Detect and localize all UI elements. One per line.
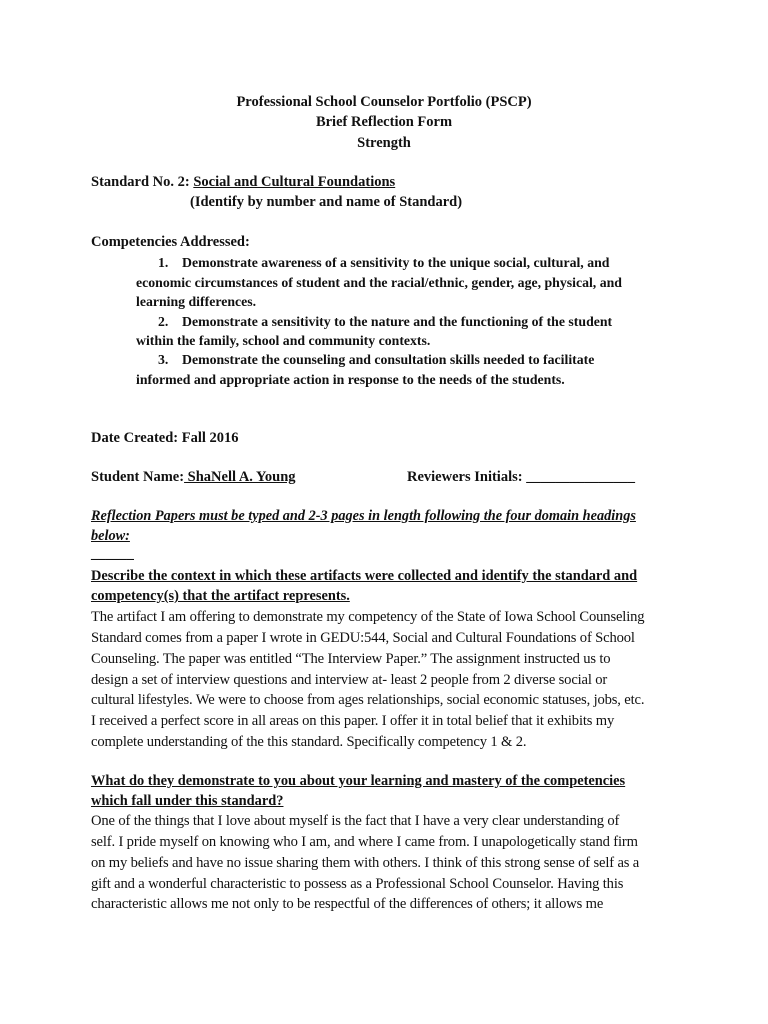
date-value: Fall 2016 bbox=[181, 430, 239, 446]
competency-2-line-1: 2. Demonstrate a sensitivity to the nature and the functioning of the student bbox=[158, 314, 613, 329]
competency-2-line-2: within the family, school and community contexts. bbox=[136, 333, 431, 348]
section-1-body-line-6: I received a perfect score in all areas on this paper. I offer it in total belief that it exhibits my bbox=[91, 713, 615, 729]
competency-3-number: 3. bbox=[158, 352, 169, 367]
section-1-body-line-4: design a set of interview questions and interview at- least 2 people from 2 diverse social or bbox=[91, 672, 608, 688]
competency-1-number: 1. bbox=[158, 255, 169, 270]
standard-line bbox=[91, 174, 395, 191]
standard-label: Standard No. 2: bbox=[91, 174, 194, 190]
section-2-body-line-1: One of the things that I love about myself is the fact that I have a very clear understanding of bbox=[91, 813, 620, 829]
competency-1-line-3: learning differences. bbox=[136, 294, 257, 309]
section-2-body-line-2: self. I pride myself on knowing who I am, and where I came from. I unapologetically stand firm bbox=[91, 834, 638, 850]
date-label: Date Created: bbox=[91, 430, 182, 446]
separator-line: ______ bbox=[91, 546, 134, 562]
form-type: Strength bbox=[357, 135, 411, 151]
section-1-body-line-1: The artifact I am offering to demonstrate my competency of the State of Iowa School Counseling bbox=[91, 609, 645, 625]
competency-3-line-1: 3. Demonstrate the counseling and consultation skills needed to facilitate bbox=[158, 352, 595, 367]
student-name-label: Student Name: bbox=[91, 469, 185, 485]
section-2-body-line-3: on my beliefs and have no issue sharing them with others. I think of this strong sense of self as a bbox=[91, 855, 640, 871]
section-1-heading-line-1: Describe the context in which these artifacts were collected and identify the standard and bbox=[91, 568, 638, 584]
reviewers-initials-line bbox=[407, 469, 635, 486]
date-created bbox=[91, 430, 239, 447]
section-1-body-line-2: Standard comes from a paper I wrote in GEDU:544, Social and Cultural Foundations of School bbox=[91, 630, 635, 646]
reviewers-initials-label: Reviewers Initials: bbox=[407, 469, 527, 485]
section-2-body-line-4: gift and a wonderful characteristic to possess as a Professional School Counselor. Having this bbox=[91, 876, 624, 892]
section-1-body-line-3: Counseling. The paper was entitled “The Interview Paper.” The assignment instructed us to bbox=[91, 651, 611, 667]
instructions-line-1: Reflection Papers must be typed and 2-3 pages in length following the four domain headings bbox=[91, 508, 636, 524]
reviewers-initials-blank: _______________ bbox=[526, 469, 635, 485]
standard-instruction: (Identify by number and name of Standard) bbox=[190, 194, 463, 210]
student-name-line bbox=[91, 469, 296, 486]
section-2-heading-line-1: What do they demonstrate to you about your learning and mastery of the competencies bbox=[91, 773, 626, 789]
competency-1-line-2: economic circumstances of student and the racial/ethnic, gender, age, physical, and bbox=[136, 275, 622, 290]
standard-name: Social and Cultural Foundations bbox=[193, 174, 396, 190]
competency-1-line-1: 1. Demonstrate awareness of a sensitivity to the unique social, cultural, and bbox=[158, 255, 610, 270]
section-2-heading-line-2: which fall under this standard? bbox=[91, 793, 284, 809]
section-2-body-line-5: characteristic allows me not only to be respectful of the differences of others; it allows me bbox=[91, 896, 604, 912]
form-subtitle: Brief Reflection Form bbox=[315, 114, 453, 130]
form-title: Professional School Counselor Portfolio (PSCP) bbox=[236, 94, 532, 110]
student-name-value: ShaNell A. Young bbox=[184, 469, 296, 485]
instructions-line-2: below: bbox=[91, 528, 130, 544]
section-1-heading-line-2: competency(s) that the artifact represents. bbox=[91, 588, 350, 604]
competency-3-line-2: informed and appropriate action in response to the needs of the students. bbox=[136, 372, 565, 387]
section-1-body-line-7: complete understanding of the this standard. Specifically competency 1 & 2. bbox=[91, 734, 527, 750]
competency-2-number: 2. bbox=[158, 314, 169, 329]
competencies-label: Competencies Addressed: bbox=[91, 234, 250, 250]
section-1-body-line-5: cultural lifestyles. We were to choose from ages relationships, social economic statuses, jobs, etc. bbox=[91, 692, 645, 708]
